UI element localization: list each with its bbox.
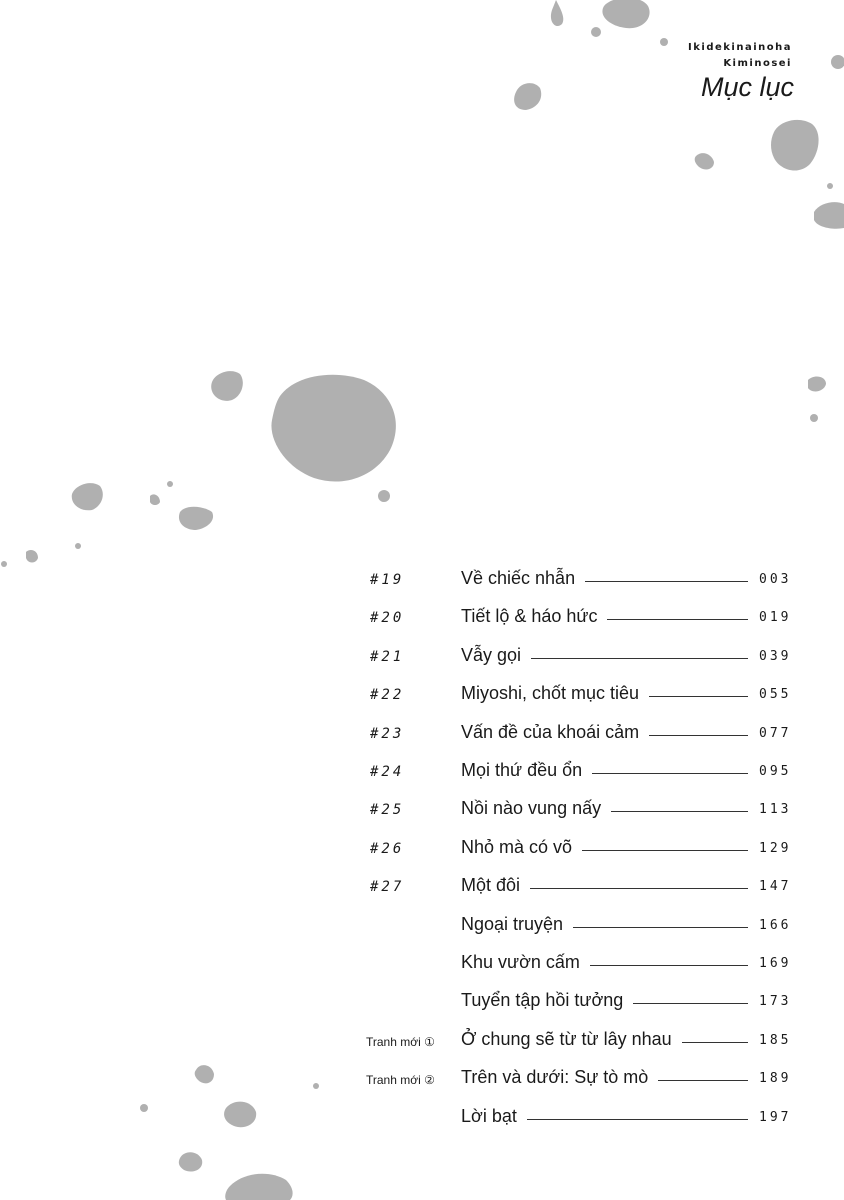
chapter-title: Trên và dưới: Sự tò mò — [461, 1067, 649, 1088]
chapter-title: Khu vườn cấm — [461, 952, 580, 972]
toc-row — [0, 835, 844, 865]
dot-leader-line — [573, 927, 748, 928]
toc-row — [0, 1104, 844, 1134]
chapter-number: #26 — [370, 840, 405, 857]
dot-leader-line — [527, 1119, 748, 1120]
chapter-number: #22 — [370, 687, 405, 704]
toc-title: Mục lục — [700, 72, 794, 102]
dot-leader-line — [633, 1003, 748, 1004]
chapter-number: #19 — [370, 572, 405, 588]
chapter-title: Tuyển tập hồi tưởng — [461, 990, 624, 1011]
page-number: 197 — [759, 1109, 792, 1125]
chapter-title: Nhỏ mà có võ — [461, 836, 573, 857]
toc-row — [0, 604, 844, 634]
chapter-title: Vấn đề của khoái cảm — [461, 721, 640, 742]
toc-row — [0, 720, 844, 750]
chapter-title: Mọi thứ đều ổn — [461, 760, 583, 780]
chapter-title: Nồi nào vung nấy — [461, 798, 602, 819]
toc-row — [0, 950, 844, 980]
toc-row — [0, 643, 844, 673]
page-number: 173 — [759, 994, 792, 1010]
dot-leader-line — [531, 658, 748, 659]
chapter-number: #25 — [370, 802, 405, 819]
dot-leader-line — [682, 1042, 748, 1043]
toc-row — [0, 796, 844, 826]
chapter-title: Ở chung sẽ từ từ lây nhau — [461, 1028, 672, 1049]
dot-leader-line — [582, 850, 748, 851]
toc-row — [0, 566, 844, 596]
chapter-number: #23 — [370, 725, 405, 742]
series-title-line2: Kiminosei — [723, 58, 792, 69]
page-number: 003 — [759, 572, 792, 587]
bonus-note: Tranh mới ② — [366, 1073, 435, 1088]
page-number: 113 — [759, 802, 792, 818]
chapter-number: #24 — [370, 764, 405, 780]
series-title-line1: Ikidekinainoha — [688, 42, 792, 53]
chapter-number: #27 — [370, 879, 405, 896]
toc-row — [0, 912, 844, 942]
page-number: 189 — [759, 1071, 792, 1087]
dot-leader-line — [592, 773, 748, 774]
dot-leader-line — [649, 696, 748, 697]
chapter-title: Một đôi — [461, 875, 521, 896]
chapter-title: Ngoại truyện — [461, 913, 564, 934]
chapter-title: Tiết lộ & háo hức — [461, 606, 598, 627]
toc-row — [0, 681, 844, 711]
page-number: 166 — [759, 917, 792, 933]
page-number: 055 — [759, 687, 792, 703]
chapter-title: Về chiếc nhẫn — [461, 568, 576, 588]
page-number: 147 — [759, 879, 792, 895]
dot-leader-line — [590, 965, 748, 966]
page-number: 077 — [759, 725, 792, 741]
chapter-title: Lời bạt — [461, 1105, 517, 1126]
dot-leader-line — [585, 581, 748, 582]
page-number: 185 — [759, 1032, 792, 1048]
dot-leader-line — [649, 735, 748, 736]
dot-leader-line — [658, 1080, 748, 1081]
toc-row — [0, 758, 844, 788]
chapter-number: #21 — [370, 648, 405, 665]
page-number: 129 — [759, 840, 792, 856]
toc-row — [0, 988, 844, 1018]
page-number: 095 — [759, 764, 792, 779]
chapter-title: Vẫy gọi — [461, 644, 522, 665]
chapter-number: #20 — [370, 610, 405, 627]
page-number: 169 — [759, 956, 792, 971]
dot-leader-line — [607, 619, 748, 620]
page-number: 039 — [759, 648, 792, 664]
toc-row — [0, 1065, 844, 1095]
chapter-title: Miyoshi, chốt mục tiêu — [461, 683, 640, 704]
toc-row — [0, 1027, 844, 1057]
toc-row — [0, 873, 844, 903]
dot-leader-line — [530, 888, 748, 889]
page-number: 019 — [759, 610, 792, 626]
bonus-note: Tranh mới ① — [366, 1034, 435, 1049]
dot-leader-line — [611, 811, 748, 812]
